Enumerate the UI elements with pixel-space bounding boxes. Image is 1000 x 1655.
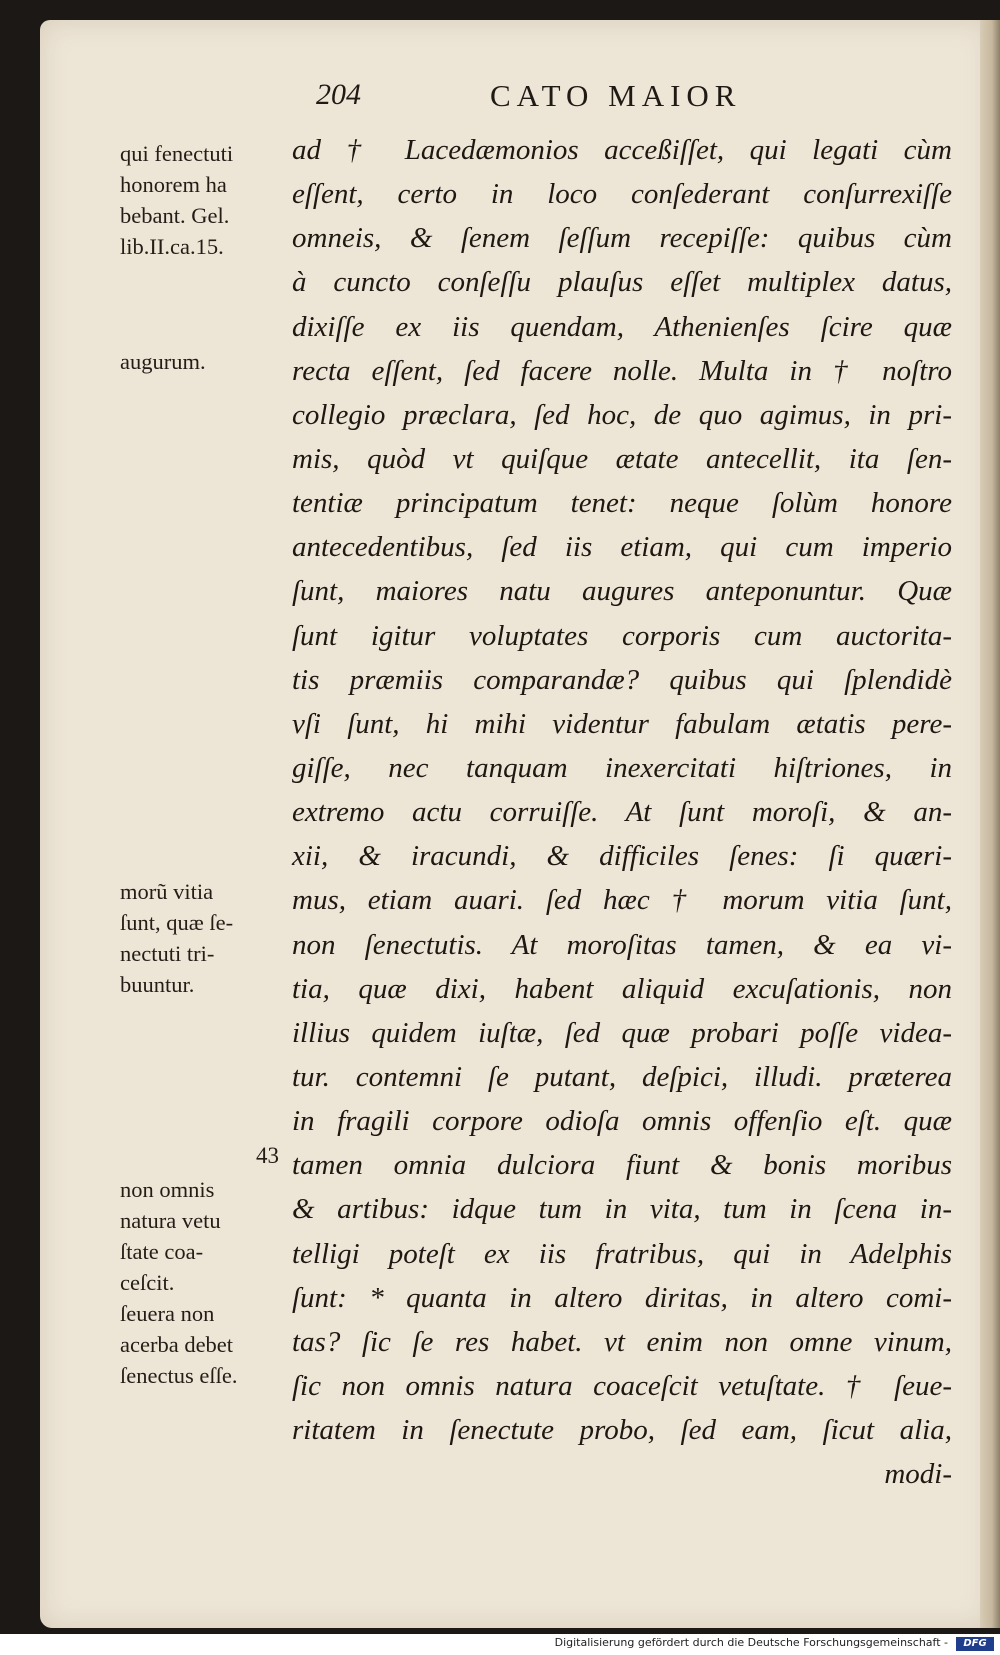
note-line: ſenectus eſſe. <box>120 1363 238 1388</box>
note-line: lib.II.ca.15. <box>120 234 224 259</box>
text-line: non ſenectutis. At moroſitas tamen, & ea vi- <box>292 928 952 961</box>
page-edge <box>980 20 1000 1628</box>
text-line: telligi poteſt ex iis fratribus, qui in Adelphis <box>292 1237 952 1270</box>
text-line: ad † Lacedæmonios acceßiſſet, qui legati cùm <box>292 134 952 166</box>
text-line: vſi ſunt, hi mihi videntur fabulam ætatis pere- <box>292 707 952 740</box>
note-line: qui fenectuti <box>120 141 234 166</box>
text-line: mus, etiam auari. ſed hæc † morum vitia ſunt, <box>292 884 952 917</box>
text-line: tamen omnia dulciora fiunt & bonis moribus <box>292 1149 952 1182</box>
note-line: augurum. <box>120 349 206 374</box>
text-line: tentiæ principatum tenet: neque ſolùm honore <box>292 487 952 520</box>
body-text <box>292 128 952 1496</box>
note-line: nectuti tri- <box>120 941 215 966</box>
text-line: ſunt igitur voluptates corporis cum auctorita- <box>292 619 952 652</box>
catchword: modi- <box>884 1458 952 1491</box>
text-line: tur. contemni ſe putant, deſpici, illudi. præterea <box>292 1060 952 1093</box>
text-line: ſic non omnis natura coaceſcit vetuſtate. † ſeue- <box>292 1369 952 1402</box>
page-number: 204 <box>316 78 361 111</box>
note-line: non omnis <box>120 1177 215 1202</box>
text-line: extremo actu corruiſſe. At ſunt moroſi, & an- <box>292 796 952 829</box>
text-line: dixiſſe ex iis quendam, Athenienſes ſcire quæ <box>292 310 952 343</box>
marginal-note <box>120 876 290 1000</box>
note-line: bebant. Gel. <box>120 203 230 228</box>
marginal-note <box>120 1174 290 1391</box>
note-line: ſtate coa- <box>120 1239 204 1264</box>
running-title: CATO MAIOR <box>490 78 742 113</box>
page-header <box>0 78 1000 128</box>
digitization-footer <box>0 1634 1000 1655</box>
text-line: antecedentibus, ſed iis etiam, qui cum imperio <box>292 531 952 564</box>
text-line: & artibus: idque tum in vita, tum in ſcena in- <box>292 1193 952 1226</box>
text-line: ritatem in ſenectute probo, ſed eam, ſicut alia, <box>292 1414 952 1447</box>
text-line: ſunt, maiores natu augures anteponuntur. Quæ <box>292 575 952 608</box>
text-line: omneis, & ſenem ſeſſum recepiſſe: quibus cùm <box>292 222 952 255</box>
note-line: ſunt, quæ ſe- <box>120 910 234 935</box>
marginal-note <box>120 138 290 262</box>
text-line: tia, quæ dixi, habent aliquid excuſationis, non <box>292 972 952 1005</box>
text-line: mis, quòd vt quiſque ætate antecellit, ita ſen- <box>292 442 952 475</box>
text-line: collegio præclara, ſed hoc, de quo agimus, in pri- <box>292 398 952 431</box>
text-line: xii, & iracundi, & difficiles ſenes: ſi quæri- <box>292 840 952 873</box>
note-line: acerba debet <box>120 1332 234 1357</box>
funding-credit: Digitalisierung gefördert durch die Deutsche Forschungsgemeinschaft - <box>554 1636 948 1649</box>
note-line: buuntur. <box>120 972 195 997</box>
dfg-logo: DFG <box>956 1637 994 1651</box>
note-line: honorem ha <box>120 172 227 197</box>
text-line: recta eſſent, ſed facere nolle. Multa in † noſtro <box>292 354 952 387</box>
text-line: tis præmiis comparandæ? quibus qui ſplendidè <box>292 663 952 696</box>
text-line: ſunt: * quanta in altero diritas, in altero comi- <box>292 1281 952 1314</box>
text-line: in fragili corpore odioſa omnis offenſio eſt. quæ <box>292 1105 952 1138</box>
note-line: ceſcit. <box>120 1270 175 1295</box>
note-line: natura vetu <box>120 1208 221 1233</box>
note-line: morũ vitia <box>120 879 214 904</box>
note-line: ſeuera non <box>120 1301 215 1326</box>
text-line: tas? ſic ſe res habet. vt enim non omne vinum, <box>292 1325 952 1358</box>
text-line: eſſent, certo in loco conſederant conſurrexiſſe <box>292 178 952 211</box>
section-number: 43 <box>256 1143 279 1168</box>
text-line: illius quidem iuſtæ, ſed quæ probari poſſe videa- <box>292 1016 952 1049</box>
marginal-note <box>120 346 290 377</box>
text-line: giſſe, nec tanquam inexercitati hiſtriones, in <box>292 751 952 784</box>
text-line: à cuncto conſeſſu plauſus eſſet multiplex datus, <box>292 266 952 299</box>
